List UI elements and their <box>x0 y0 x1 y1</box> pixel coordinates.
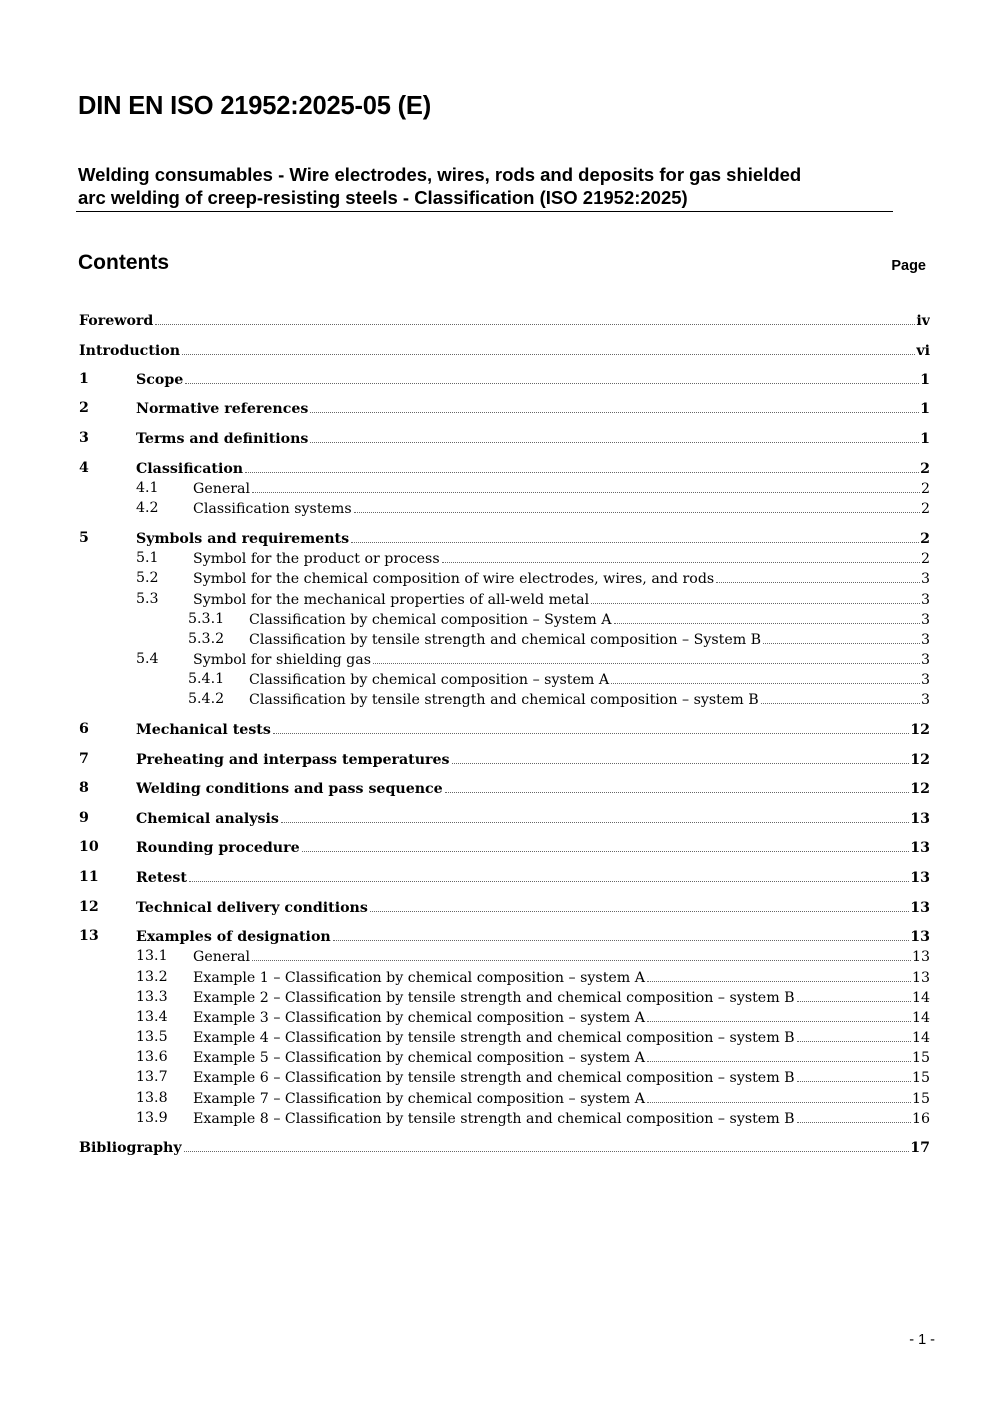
toc-dot-leader <box>245 458 919 473</box>
toc-entry-title: Classification by chemical composition – System A <box>249 612 612 628</box>
toc-entry[interactable] <box>0 749 992 769</box>
toc-entry-title: Symbol for the mechanical properties of all-weld metal <box>193 592 590 608</box>
toc-dot-leader <box>252 478 920 493</box>
toc-entry-title: Classification <box>136 461 244 477</box>
toc-entry-title: Welding conditions and pass sequence <box>136 781 443 797</box>
toc-entry-number: 5.4 <box>136 651 159 667</box>
toc-dot-leader <box>761 689 920 704</box>
toc-entry[interactable] <box>0 808 992 828</box>
toc-entry[interactable] <box>0 1088 992 1108</box>
toc-entry-page: 12 <box>910 781 930 797</box>
toc-entry-page: 13 <box>910 870 930 886</box>
toc-dot-leader <box>185 369 919 384</box>
toc-entry-page: 2 <box>920 481 930 497</box>
toc-entry[interactable] <box>0 1027 992 1047</box>
toc-entry-page: 13 <box>910 900 930 916</box>
toc-entry-page: 14 <box>911 990 930 1006</box>
toc-entry-number: 5.4.1 <box>188 671 225 687</box>
toc-entry-title: Example 6 – Classification by tensile strength and chemical composition – system B <box>193 1070 795 1086</box>
toc-entry-title: Retest <box>136 870 187 886</box>
toc-entry-page: 12 <box>910 722 930 738</box>
toc-entry-title: Chemical analysis <box>136 811 279 827</box>
toc-entry-number: 9 <box>79 810 89 826</box>
toc-entry-title: Classification systems <box>193 501 352 517</box>
toc-entry-title: Terms and definitions <box>136 431 309 447</box>
toc-entry[interactable] <box>0 478 992 498</box>
toc-entry-page: 3 <box>920 672 930 688</box>
toc-entry-number: 2 <box>79 400 89 416</box>
toc-dot-leader <box>302 837 910 852</box>
toc-dot-leader <box>182 340 915 355</box>
toc-dot-leader <box>273 719 909 734</box>
toc-entry-page: 3 <box>920 592 930 608</box>
toc-dot-leader <box>647 1088 911 1103</box>
toc-entry-number: 6 <box>79 721 89 737</box>
toc-dot-leader <box>452 749 910 764</box>
toc-entry-title: Classification by tensile strength and chemical composition – system B <box>249 692 759 708</box>
toc-dot-leader <box>351 528 919 543</box>
toc-entry-title: Example 7 – Classification by chemical composition – system A <box>193 1091 646 1107</box>
toc-entry-number: 5.3.1 <box>188 611 225 627</box>
toc-entry-title: Example 4 – Classification by tensile strength and chemical composition – system B <box>193 1030 795 1046</box>
toc-entry-title: Scope <box>136 372 184 388</box>
toc-entry-title: Introduction <box>79 343 181 359</box>
toc-dot-leader <box>310 398 919 413</box>
toc-dot-leader <box>797 987 911 1002</box>
contents-heading: Contents <box>78 251 169 274</box>
toc-entry[interactable] <box>0 398 992 418</box>
toc-entry[interactable] <box>0 926 992 946</box>
toc-dot-leader <box>614 609 920 624</box>
toc-entry-page: 17 <box>910 1140 930 1156</box>
toc-entry[interactable] <box>0 369 992 389</box>
toc-entry-number: 5 <box>79 530 89 546</box>
toc-dot-leader <box>354 498 920 513</box>
toc-entry[interactable] <box>0 458 992 478</box>
toc-dot-leader <box>442 548 920 563</box>
toc-entry-page: vi <box>916 343 930 359</box>
toc-entry-page: 14 <box>911 1010 930 1026</box>
toc-entry-page: 3 <box>920 612 930 628</box>
toc-entry[interactable] <box>0 568 992 588</box>
toc-entry-number: 8 <box>79 780 89 796</box>
toc-entry-title: Classification by chemical composition – system A <box>249 672 610 688</box>
toc-entry[interactable] <box>0 689 992 709</box>
toc-entry-page: 15 <box>911 1070 930 1086</box>
toc-entry[interactable] <box>0 548 992 568</box>
toc-dot-leader <box>445 778 910 793</box>
toc-entry-number: 13.6 <box>136 1049 168 1065</box>
toc-entry-page: 2 <box>920 531 930 547</box>
toc-entry[interactable] <box>0 719 992 739</box>
toc-entry-number: 3 <box>79 430 89 446</box>
toc-entry-number: 5.3.2 <box>188 631 225 647</box>
toc-entry-title: General <box>193 949 251 965</box>
toc-entry-number: 12 <box>79 899 99 915</box>
toc-dot-leader <box>647 1007 911 1022</box>
toc-dot-leader <box>184 1137 910 1152</box>
toc-entry-number: 4.1 <box>136 480 159 496</box>
toc-entry[interactable] <box>0 1067 992 1087</box>
toc-entry[interactable] <box>0 967 992 987</box>
toc-dot-leader <box>716 568 920 583</box>
page-column-label: Page <box>891 258 926 274</box>
toc-dot-leader <box>647 967 911 982</box>
toc-entry-page: 13 <box>910 811 930 827</box>
toc-entry-title: Examples of designation <box>136 929 331 945</box>
toc-dot-leader <box>591 589 920 604</box>
toc-entry-page: 13 <box>910 840 930 856</box>
toc-entry-title: Mechanical tests <box>136 722 271 738</box>
toc-entry-number: 5.1 <box>136 550 159 566</box>
footer-page-number: - 1 - <box>909 1332 935 1348</box>
toc-entry-page: iv <box>916 313 930 329</box>
toc-entry[interactable] <box>0 649 992 669</box>
toc-dot-leader <box>373 649 920 664</box>
toc-entry-number: 13 <box>79 928 99 944</box>
toc-entry-number: 5.2 <box>136 570 159 586</box>
toc-entry-number: 13.5 <box>136 1029 168 1045</box>
toc-entry[interactable] <box>0 669 992 689</box>
toc-dot-leader <box>155 310 915 325</box>
toc-entry-title: Example 1 – Classification by chemical composition – system A <box>193 970 646 986</box>
subtitle-line: arc welding of creep-resisting steels - Classification (ISO 21952:2025) <box>78 187 688 208</box>
toc-entry-page: 3 <box>920 632 930 648</box>
toc-entry-page: 3 <box>920 571 930 587</box>
toc-dot-leader <box>797 1108 911 1123</box>
toc-entry-number: 13.1 <box>136 948 168 964</box>
toc-entry-number: 11 <box>79 869 99 885</box>
toc-entry-title: Technical delivery conditions <box>136 900 368 916</box>
toc-dot-leader <box>252 946 911 961</box>
toc-entry-title: Symbols and requirements <box>136 531 350 547</box>
toc-entry[interactable] <box>0 528 992 548</box>
subtitle-line: Welding consumables - Wire electrodes, wires, rods and deposits for gas shielded <box>78 164 802 185</box>
toc-dot-leader <box>189 867 909 882</box>
toc-entry[interactable] <box>0 1137 992 1157</box>
toc-entry-number: 13.8 <box>136 1090 168 1106</box>
toc-entry-number: 4.2 <box>136 500 159 516</box>
toc-entry[interactable] <box>0 1108 992 1128</box>
toc-entry-title: Classification by tensile strength and chemical composition – System B <box>249 632 762 648</box>
toc-entry-number: 1 <box>79 371 89 387</box>
toc-entry-title: Example 3 – Classification by chemical composition – system A <box>193 1010 646 1026</box>
toc-entry-title: Bibliography <box>79 1140 182 1156</box>
toc-dot-leader <box>797 1067 911 1082</box>
toc-entry-number: 10 <box>79 839 99 855</box>
toc-entry-page: 13 <box>911 970 930 986</box>
toc-entry-title: Foreword <box>79 313 154 329</box>
toc-dot-leader <box>763 629 920 644</box>
toc-entry-page: 1 <box>920 372 930 388</box>
toc-entry[interactable] <box>0 946 992 966</box>
toc-dot-leader <box>333 926 910 941</box>
toc-entry[interactable] <box>0 1047 992 1067</box>
toc-entry-title: General <box>193 481 251 497</box>
toc-entry-number: 7 <box>79 751 89 767</box>
toc-entry-number: 13.9 <box>136 1110 168 1126</box>
toc-entry-page: 3 <box>920 652 930 668</box>
toc-entry-page: 2 <box>920 551 930 567</box>
toc-entry[interactable] <box>0 310 992 330</box>
toc-entry-page: 14 <box>911 1030 930 1046</box>
toc-entry-title: Example 8 – Classification by tensile strength and chemical composition – system B <box>193 1111 795 1127</box>
toc-entry-page: 1 <box>920 431 930 447</box>
toc-entry-number: 13.4 <box>136 1009 168 1025</box>
toc-entry[interactable] <box>0 498 992 518</box>
toc-entry-number: 5.4.2 <box>188 691 225 707</box>
toc-entry-title: Example 2 – Classification by tensile strength and chemical composition – system B <box>193 990 795 1006</box>
toc-entry-number: 13.2 <box>136 969 168 985</box>
toc-entry-page: 15 <box>911 1091 930 1107</box>
toc-entry-page: 13 <box>910 929 930 945</box>
toc-entry[interactable] <box>0 778 992 798</box>
toc-entry-title: Normative references <box>136 401 309 417</box>
toc-dot-leader <box>310 428 919 443</box>
toc-entry-page: 3 <box>920 692 930 708</box>
toc-entry-number: 13.3 <box>136 989 168 1005</box>
toc-entry-title: Rounding procedure <box>136 840 300 856</box>
toc-entry-title: Symbol for the chemical composition of wire electrodes, wires, and rods <box>193 571 715 587</box>
toc-entry[interactable] <box>0 1007 992 1027</box>
toc-dot-leader <box>611 669 920 684</box>
toc-entry-number: 5.3 <box>136 591 159 607</box>
toc-entry-page: 16 <box>911 1111 930 1127</box>
toc-entry-title: Symbol for shielding gas <box>193 652 372 668</box>
toc-entry-page: 15 <box>911 1050 930 1066</box>
toc-entry-title: Symbol for the product or process <box>193 551 440 567</box>
toc-entry-page: 2 <box>920 461 930 477</box>
toc-entry-number: 13.7 <box>136 1069 168 1085</box>
toc-entry-page: 2 <box>920 501 930 517</box>
toc-entry-page: 1 <box>920 401 930 417</box>
toc-entry[interactable] <box>0 340 992 360</box>
toc-entry[interactable] <box>0 987 992 1007</box>
toc-entry[interactable] <box>0 428 992 448</box>
toc-dot-leader <box>647 1047 911 1062</box>
toc-entry-page: 13 <box>911 949 930 965</box>
toc-dot-leader <box>281 808 909 823</box>
toc-entry[interactable] <box>0 837 992 857</box>
toc-entry-title: Preheating and interpass temperatures <box>136 752 450 768</box>
toc-entry-number: 4 <box>79 460 89 476</box>
toc-dot-leader <box>370 897 909 912</box>
toc-entry[interactable] <box>0 897 992 917</box>
toc-entry-page: 12 <box>910 752 930 768</box>
toc-entry[interactable] <box>0 629 992 649</box>
toc-entry-title: Example 5 – Classification by chemical composition – system A <box>193 1050 646 1066</box>
toc-entry[interactable] <box>0 867 992 887</box>
toc-entry[interactable] <box>0 609 992 629</box>
toc-entry[interactable] <box>0 589 992 609</box>
document-id: DIN EN ISO 21952:2025-05 (E) <box>78 92 431 120</box>
toc-dot-leader <box>797 1027 911 1042</box>
